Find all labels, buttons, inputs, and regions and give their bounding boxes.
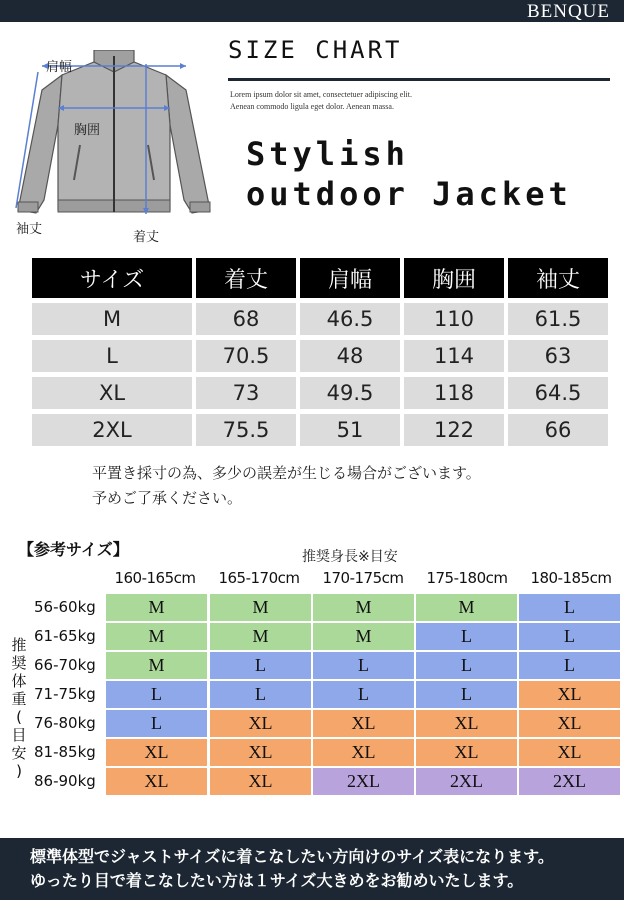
table-cell: 66 — [508, 414, 608, 446]
weight-label: 61-65kg — [34, 627, 96, 645]
size-cell: L — [313, 652, 414, 679]
size-cell: L — [106, 710, 207, 737]
size-cell: 2XL — [313, 768, 414, 795]
weight-label: 76-80kg — [34, 714, 96, 732]
size-cell: L — [210, 652, 311, 679]
footer-line: 標準体型でジャストサイズに着こなしたい方向けのサイズ表になります。 — [30, 847, 554, 866]
size-cell: 2XL — [519, 768, 620, 795]
table-cell: 49.5 — [300, 377, 400, 409]
size-chart-title: SIZE CHART — [228, 36, 403, 64]
weight-label: 81-85kg — [34, 743, 96, 761]
size-cell: L — [210, 681, 311, 708]
reference-subtitle: 推奨身長※目安 — [302, 549, 398, 565]
size-cell: L — [519, 623, 620, 650]
size-cell: L — [106, 681, 207, 708]
table-cell: 114 — [404, 340, 504, 372]
header-sleeve: 袖丈 — [508, 258, 608, 298]
table-row — [32, 377, 608, 409]
table-cell: 63 — [508, 340, 608, 372]
size-cell: M — [313, 594, 414, 621]
header-size: サイズ — [32, 258, 192, 298]
size-cell: M — [106, 594, 207, 621]
table-cell: 2XL — [32, 414, 192, 446]
size-cell: XL — [106, 768, 207, 795]
size-cell: XL — [519, 710, 620, 737]
weight-label: 56-60kg — [34, 598, 96, 616]
table-cell: 61.5 — [508, 303, 608, 335]
weight-label: 66-70kg — [34, 656, 96, 674]
header-shoulder: 肩幅 — [300, 258, 400, 298]
size-cell: 2XL — [416, 768, 517, 795]
size-cell: XL — [210, 768, 311, 795]
table-cell: L — [32, 340, 192, 372]
table-cell: 122 — [404, 414, 504, 446]
lorem-text: Lorem ipsum dolor sit amet, consectetuer adipiscing elit. Aenean commodo ligula eget dolor. Aenean massa. — [230, 90, 412, 111]
height-header: 180-185cm — [530, 569, 612, 587]
table-cell: 73 — [196, 377, 296, 409]
table-cell: 110 — [404, 303, 504, 335]
size-cell: M — [210, 594, 311, 621]
table-row — [32, 303, 608, 335]
brand-logo: BENQUE — [526, 1, 610, 22]
table-row — [32, 414, 608, 446]
size-cell: M — [106, 652, 207, 679]
table-cell: XL — [32, 377, 192, 409]
size-cell: L — [416, 681, 517, 708]
table-cell: 64.5 — [508, 377, 608, 409]
size-cell: XL — [210, 739, 311, 766]
table-cell: 51 — [300, 414, 400, 446]
size-cell: XL — [313, 739, 414, 766]
size-cell: M — [106, 623, 207, 650]
height-header: 170-175cm — [322, 569, 404, 587]
size-cell: L — [519, 594, 620, 621]
size-cell: XL — [106, 739, 207, 766]
shoulder-label: 肩幅 — [46, 60, 73, 75]
size-cell: M — [313, 623, 414, 650]
size-cell: XL — [416, 739, 517, 766]
weight-label: 71-75kg — [34, 685, 96, 703]
size-cell: L — [519, 652, 620, 679]
size-cell: M — [416, 594, 517, 621]
size-cell: XL — [313, 710, 414, 737]
chest-label: 胸囲 — [74, 123, 101, 138]
size-table — [28, 253, 612, 451]
table-cell: 68 — [196, 303, 296, 335]
size-cell: XL — [519, 739, 620, 766]
size-cell: XL — [519, 681, 620, 708]
title-divider — [228, 78, 610, 81]
table-cell: 75.5 — [196, 414, 296, 446]
footer-banner — [0, 838, 624, 900]
size-cell: L — [313, 681, 414, 708]
header-length: 着丈 — [196, 258, 296, 298]
weight-axis-label: 推 奨 体 重 ( 目 安 ) — [11, 636, 27, 780]
size-cell: XL — [210, 710, 311, 737]
size-cell: XL — [416, 710, 517, 737]
jacket-diagram — [14, 50, 214, 245]
top-bar — [0, 0, 624, 22]
table-cell: 118 — [404, 377, 504, 409]
footer-line: ゆったり目で着こなしたい方は１サイズ大きめをお勧めいたします。 — [30, 871, 524, 890]
table-cell: 46.5 — [300, 303, 400, 335]
table-cell: M — [32, 303, 192, 335]
product-headline: Stylish outdoor Jacket — [246, 135, 572, 213]
sleeve-label: 袖丈 — [16, 222, 43, 237]
measurement-note: 平置き採寸の為、多少の誤差が生じる場合がございます。 予めご了承ください。 — [92, 464, 481, 507]
reference-title: 【参考サイズ】 — [18, 540, 129, 559]
weight-label: 86-90kg — [34, 772, 96, 790]
height-header: 160-165cm — [114, 569, 196, 587]
size-cell: M — [210, 623, 311, 650]
size-table-header — [32, 258, 608, 298]
height-header: 175-180cm — [426, 569, 508, 587]
size-cell: L — [416, 652, 517, 679]
table-cell: 48 — [300, 340, 400, 372]
height-header: 165-170cm — [218, 569, 300, 587]
header-chest: 胸囲 — [404, 258, 504, 298]
table-cell: 70.5 — [196, 340, 296, 372]
length-label: 着丈 — [133, 230, 160, 245]
size-cell: L — [416, 623, 517, 650]
table-row — [32, 340, 608, 372]
